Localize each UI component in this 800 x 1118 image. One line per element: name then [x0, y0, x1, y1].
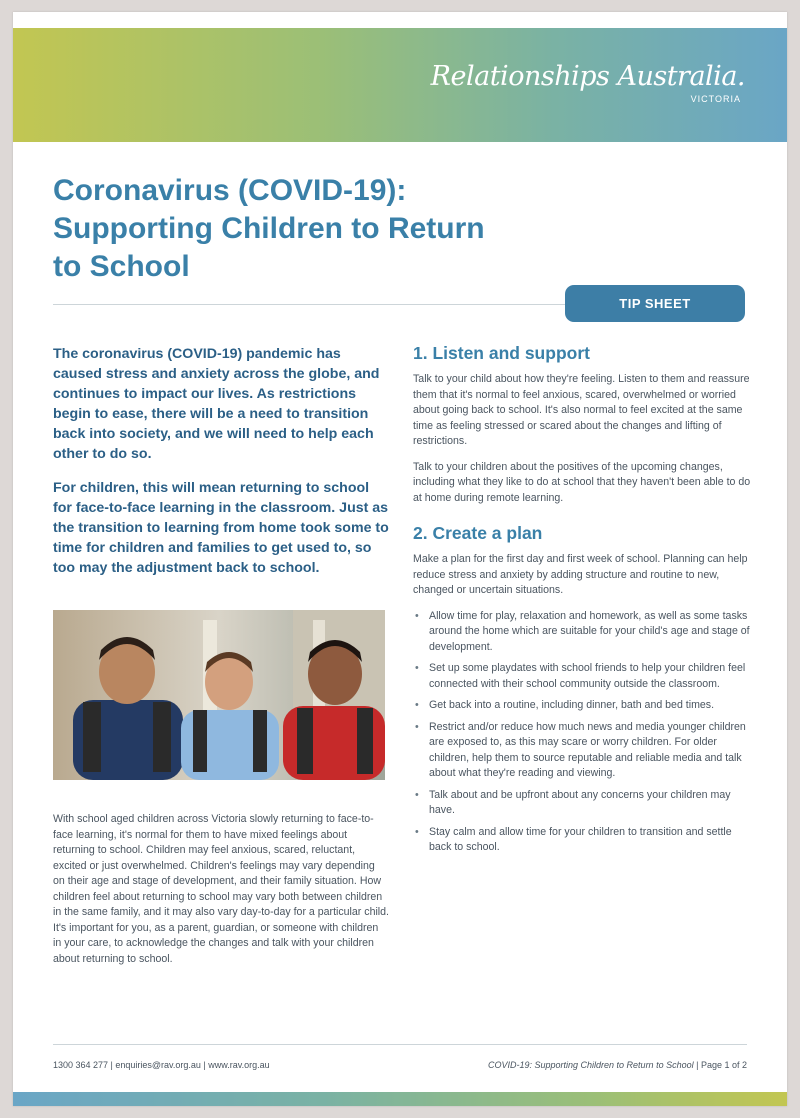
tip-sheet-badge: TIP SHEET	[565, 285, 745, 322]
page-title: Coronavirus (COVID-19): Supporting Children to Return to School	[53, 174, 485, 283]
bullet-icon: •	[415, 825, 419, 838]
body-paragraph: With school aged children across Victoria slowly returning to face-to-face learning, it's normal for them to have mixed feelings about returning to school. Children may feel anxious, scared, reluctant, excited or just overwhelmed. Children's feelings may vary depending on their age and stage of development, and their family situation. How children feel about returning to school may vary both between children in the same family, and it may also vary day-to-day for a particular child. It's important for you, as a parent, guardian, or someone with children in your care, to acknowledge the changes and talk with your children about returning to school.	[53, 813, 389, 965]
bullet-text: Stay calm and allow time for your children to transition and settle back to school.	[429, 825, 732, 853]
bullet-icon: •	[415, 720, 419, 733]
bottom-band	[13, 1092, 787, 1106]
bullet-icon: •	[415, 609, 419, 622]
list-item	[413, 825, 751, 856]
section-heading-listen: 1. Listen and support	[413, 343, 590, 363]
logo-wordmark: Relationships Australia.	[430, 61, 745, 92]
logo-subtitle: VICTORIA	[690, 94, 741, 104]
section-1-paragraph-2: Talk to your children about the positives of the upcoming changes, including what they like to do at school that they haven't been able to do at home during remote learning.	[413, 460, 751, 504]
section-1-paragraph-1: Talk to your child about how they're feeling. Listen to them and reassure them that it's normal to feel anxious, scared, overwhelmed or worried about going back to school. It's also normal to feel excited at the same time as feeling stressed or scared about the changes and lifting of restrictions.	[413, 373, 750, 447]
tip-sheet-page	[13, 12, 787, 1106]
bullet-icon: •	[415, 699, 419, 711]
list-item	[413, 698, 751, 714]
header-band	[13, 28, 787, 142]
footer-doc-title: COVID-19: Supporting Children to Return to School	[487, 1060, 694, 1070]
footer-page-number: | Page 1 of 2	[696, 1060, 747, 1070]
children-photo	[53, 610, 385, 780]
bullet-icon: •	[415, 788, 419, 801]
list-item	[413, 661, 751, 692]
intro-paragraph-2: For children, this will mean returning to school for face-to-face learning in the classroom. Just as the transition to learning from home took some to time for children and families to get used to, so too may the adjustment back to school.	[53, 480, 389, 576]
bullet-text: Restrict and/or reduce how much news and media younger children are exposed to, as this may scare or worry children. For older children, help them to source reputable and reliable media and talk about what they're reading and viewing.	[429, 720, 746, 779]
footer-doc-info	[488, 1060, 747, 1070]
footer-contact: 1300 364 277 | enquiries@rav.org.au | www.rav.org.au	[53, 1060, 270, 1070]
plan-bullet-list	[413, 609, 751, 856]
footer-divider	[53, 1044, 747, 1045]
footer	[53, 1060, 747, 1070]
title-divider	[53, 304, 613, 305]
brand-logo	[431, 62, 745, 104]
section-2-paragraph-1: Make a plan for the first day and first week of school. Planning can help reduce stress and anxiety by adding structure and routine to new, changed or uncertain situations.	[413, 553, 748, 596]
bullet-text: Talk about and be upfront about any concerns your children may have.	[429, 788, 731, 816]
right-column	[413, 342, 751, 862]
list-item	[413, 788, 751, 819]
left-column	[53, 344, 389, 592]
list-item	[413, 609, 751, 656]
bullet-icon: •	[415, 662, 419, 674]
bullet-text: Allow time for play, relaxation and homework, as well as some tasks around the home which are suitable for your child's age and stage of development.	[429, 609, 750, 653]
intro-paragraph-1: The coronavirus (COVID-19) pandemic has caused stress and anxiety across the globe, and continues to impact our lives. As restrictions begin to ease, there will be a need to transition back into society, and we will need to help each other to do so.	[53, 346, 380, 462]
bullet-text: Set up some playdates with school friends to help your children feel connected with their school community outside the classroom.	[429, 662, 746, 690]
list-item	[413, 720, 751, 782]
section-heading-plan: 2. Create a plan	[413, 523, 543, 543]
bullet-text: Get back into a routine, including dinner, bath and bed times.	[429, 699, 715, 711]
